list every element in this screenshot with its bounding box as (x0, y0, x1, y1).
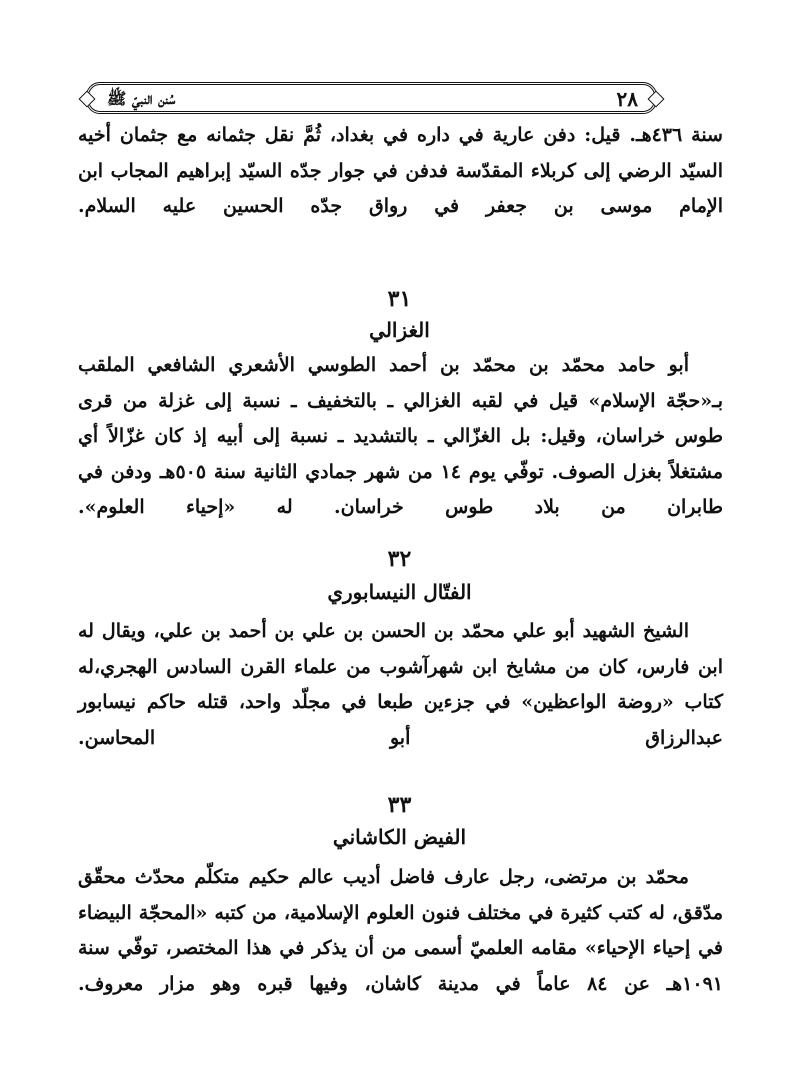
running-header (86, 82, 657, 114)
entry-title: الفتّال النيسابوري (327, 580, 472, 604)
entry-number: ٣٢ (387, 546, 412, 572)
entry-body: أبو حامد محمّد بن محمّد بن أحمد الطوسي الأشعري الشافعي الملقب بـ«حجّة الإسلام» قيل في لقبه الغزالي ـ بالتخفيف ـ نسبة إلى غزلة من قرى طوس خراسان، وقيل: بل الغزّالي ـ بالتشديد ـ نسبة إلى أبيه إذ كان غزّالاً أي مشتغلاً بغزل الصوف. توفّي يوم ١٤ من شهر جمادي الثانية سنة ٥٠٥هـ ودفن في طابران من بلاد طوس خراسان. له «إحياء العلوم». (78, 354, 724, 518)
entry-title: الفيض الكاشاني (332, 825, 467, 849)
running-title: سُنن النبيّ ﷺ (107, 89, 176, 108)
entry-body: محمّد بن مرتضى، رجل عارف فاضل أديب عالم حكيم متكلّم محدّث محقّق مدّقق، له كتب كثيرة في مختلف فنون العلوم الإسلامية، من كتبه «المحجّة البيضاء في إحياء الإحياء» مقامه العلميّ أسمى من أن يذكر في هذا المختصر، توفّي سنة ١٠٩١هـ عن ٨٤ عاماً في مدينة كاشان، وفيها قبره وهو مزار معروف. (78, 866, 723, 995)
entry-number: ٣٣ (387, 792, 412, 818)
intro-paragraph: سنة ٤٣٦هـ. قيل: دفن عارية في داره في بغداد، ثُمَّ نقل جثمانه مع جثمان أخيه السيّد الرضي إلى كربلاء المقدّسة فدفن في جوار جدّه السيّد إبراهيم المجاب ابن الإمام موسى بن جعفر في رواق جدّه الحسين عليه السلام. (78, 124, 723, 217)
page-number: ٢٨ (616, 87, 638, 111)
entry-body: الشيخ الشهيد أبو علي محمّد بن الحسن بن علي بن أحمد بن علي، ويقال له ابن فارس، كان من مشايخ ابن شهرآشوب من علماء القرن السادس الهجري،له كتاب «روضة الواعظين» في جزءين طبعا في مجلّد واحد، قتله حاكم نيسابور عبدالرزاق أبو المحاسن. (78, 620, 723, 749)
entry-title: الغزالي (369, 318, 430, 342)
entry-number: ٣١ (387, 286, 412, 312)
